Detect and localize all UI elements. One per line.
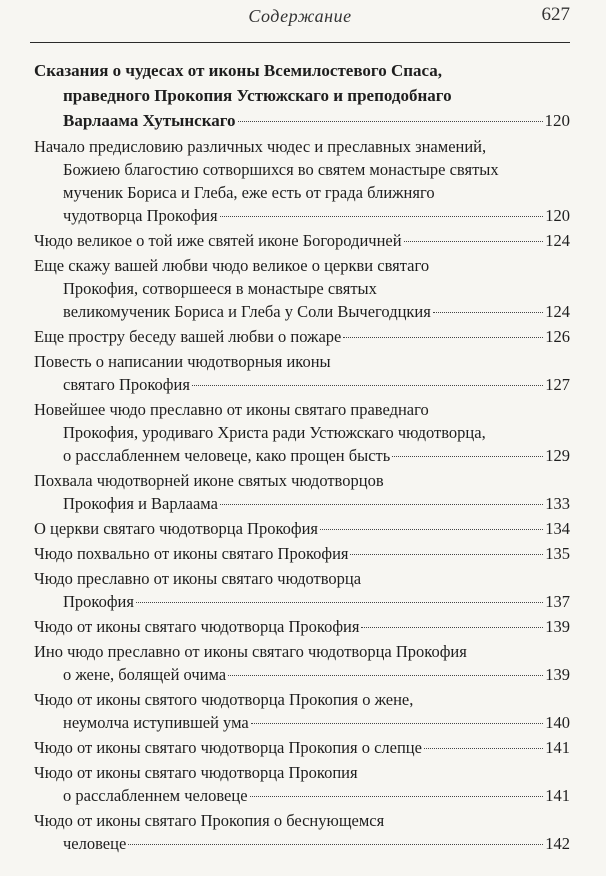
toc-entry-text: человеце	[63, 834, 127, 853]
dot-leader	[350, 554, 543, 555]
toc-entry-text: Чюдо преславно от иконы святаго чюдотворца	[34, 569, 362, 588]
toc-entry	[34, 736, 570, 759]
toc-entry-text: Варлаама Хутынскаго	[63, 111, 236, 130]
toc-entry	[34, 398, 570, 467]
toc-entry-last-line	[34, 325, 570, 348]
toc-entry-last-line	[34, 492, 570, 515]
dot-leader	[404, 241, 544, 242]
dot-leader	[136, 602, 543, 603]
dot-leader	[220, 216, 544, 217]
toc-entry-page: 124	[545, 231, 570, 250]
dot-leader	[228, 675, 543, 676]
toc-entry-text: о расслабленнем человеце	[63, 786, 248, 805]
page-number: 627	[541, 4, 570, 25]
toc-entry	[34, 254, 570, 323]
toc-entry-last-line	[34, 108, 570, 133]
toc-entry	[34, 517, 570, 540]
toc-entry-page: 126	[545, 327, 570, 346]
dot-leader	[238, 121, 543, 122]
toc-entry-page: 133	[545, 494, 570, 513]
toc-entry-page: 139	[545, 665, 570, 684]
toc-entry	[34, 350, 570, 396]
toc-entry	[34, 567, 570, 613]
toc-entry-last-line	[34, 300, 570, 323]
toc-entry-last-line	[34, 784, 570, 807]
toc-entry-text: Чюдо от иконы святаго чюдотворца Прокопия о слепце	[34, 738, 422, 757]
dot-leader	[320, 529, 543, 530]
toc-entry-text: неумолча иступившей ума	[63, 713, 249, 732]
running-title: Содержание	[248, 6, 352, 26]
dot-leader	[128, 844, 543, 845]
toc-entry-last-line	[34, 711, 570, 734]
toc-entry-text: Новейшее чюдо преславно от иконы святаго праведнаго	[34, 400, 429, 419]
dot-leader	[220, 504, 543, 505]
toc-entry-text: святаго Прокофия	[63, 375, 190, 394]
toc-entry	[34, 809, 570, 855]
toc-entry	[34, 640, 570, 686]
toc-entry-last-line	[34, 444, 570, 467]
toc-entry-last-line	[34, 204, 570, 227]
toc-entry-page: 141	[545, 738, 570, 757]
toc-entry-text: о расслабленнем человеце, како прощен бысть	[63, 446, 391, 465]
toc-entry-text: Повесть о написании чюдотворныя иконы	[34, 352, 331, 371]
toc-entry-last-line	[34, 832, 570, 855]
toc-entry-text: Прокофия, уродиваго Христа ради Устюжскаго чюдотворца,	[63, 423, 486, 442]
toc-entry-page: 139	[545, 617, 570, 636]
toc-entry	[34, 615, 570, 638]
toc-entry-text: праведного Прокопия Устюжскаго и преподобнаго	[63, 86, 452, 105]
toc-entry-text: О церкви святаго чюдотворца Прокофия	[34, 519, 318, 538]
toc-entry-text: чудотворца Прокофия	[63, 206, 218, 225]
toc-entry-text: Прокофия и Варлаама	[63, 494, 218, 513]
toc-entry-text: мученик Бориса и Глеба, еже есть от града ближняго	[63, 183, 435, 202]
toc-entry-last-line	[34, 542, 570, 565]
toc-entry-text: Чюдо от иконы святого чюдотворца Прокопия о жене,	[34, 690, 414, 709]
toc-entry	[34, 135, 570, 227]
dot-leader	[433, 312, 543, 313]
running-header	[30, 0, 570, 43]
toc-entry	[34, 229, 570, 252]
dot-leader	[392, 456, 543, 457]
toc-entry-page: 129	[545, 446, 570, 465]
toc-entry-page: 134	[545, 519, 570, 538]
toc-entry	[34, 688, 570, 734]
toc-entry-page: 120	[544, 111, 570, 130]
toc-entry-text: Чюдо от иконы святаго чюдотворца Прокопия	[34, 763, 358, 782]
toc-entry-last-line	[34, 590, 570, 613]
toc-entry-text: Чюдо похвально от иконы святаго Прокофия	[34, 544, 349, 563]
toc-entry-text: Божиею благостию сотворшихся во святем монастыре святых	[63, 160, 499, 179]
toc-entry-page: 141	[545, 786, 570, 805]
toc-entry-last-line	[34, 663, 570, 686]
dot-leader	[361, 627, 543, 628]
toc-entry-text: Прокофия, сотворшееся в монастыре святых	[63, 279, 377, 298]
toc-entry-text: великомученик Бориса и Глеба у Соли Вычегодцкия	[63, 302, 431, 321]
dot-leader	[250, 796, 544, 797]
toc-entry-last-line	[34, 615, 570, 638]
table-of-contents	[34, 58, 570, 857]
toc-entry	[34, 325, 570, 348]
dot-leader	[343, 337, 543, 338]
toc-entry-last-line	[34, 736, 570, 759]
toc-entry-page: 137	[545, 592, 570, 611]
toc-entry	[34, 58, 570, 133]
toc-entry-text: Еще скажу вашей любви чюдо великое о церкви святаго	[34, 256, 430, 275]
toc-entry-last-line	[34, 373, 570, 396]
toc-entry-last-line	[34, 229, 570, 252]
toc-entry-text: Чюдо от иконы святаго чюдотворца Прокофия	[34, 617, 360, 636]
toc-entry-text: Ино чюдо преславно от иконы святаго чюдотворца Прокофия	[34, 642, 467, 661]
toc-entry-text: Похвала чюдотворней иконе святых чюдотворцов	[34, 471, 384, 490]
dot-leader	[424, 748, 543, 749]
toc-entry	[34, 542, 570, 565]
toc-entry-page: 127	[545, 375, 570, 394]
toc-entry-text: Еще простру беседу вашей любви о пожаре	[34, 327, 342, 346]
toc-entry-text: Чюдо от иконы святаго Прокопия о беснующемся	[34, 811, 385, 830]
toc-entry	[34, 469, 570, 515]
toc-entry-page: 140	[545, 713, 570, 732]
toc-entry-text: Чюдо великое о той иже святей иконе Богородичней	[34, 231, 402, 250]
toc-entry-text: о жене, болящей очима	[63, 665, 227, 684]
toc-entry-page: 120	[545, 206, 570, 225]
toc-entry-page: 142	[545, 834, 570, 853]
toc-entry	[34, 761, 570, 807]
toc-entry-page: 135	[545, 544, 570, 563]
toc-entry-page: 124	[545, 302, 570, 321]
toc-entry-text: Прокофия	[63, 592, 134, 611]
dot-leader	[192, 385, 543, 386]
toc-entry-text: Начало предисловию различных чюдес и преславных знамений,	[34, 137, 487, 156]
dot-leader	[251, 723, 544, 724]
toc-entry-last-line	[34, 517, 570, 540]
toc-entry-text: Сказания о чудесах от иконы Всемилостевого Спаса,	[34, 61, 443, 80]
